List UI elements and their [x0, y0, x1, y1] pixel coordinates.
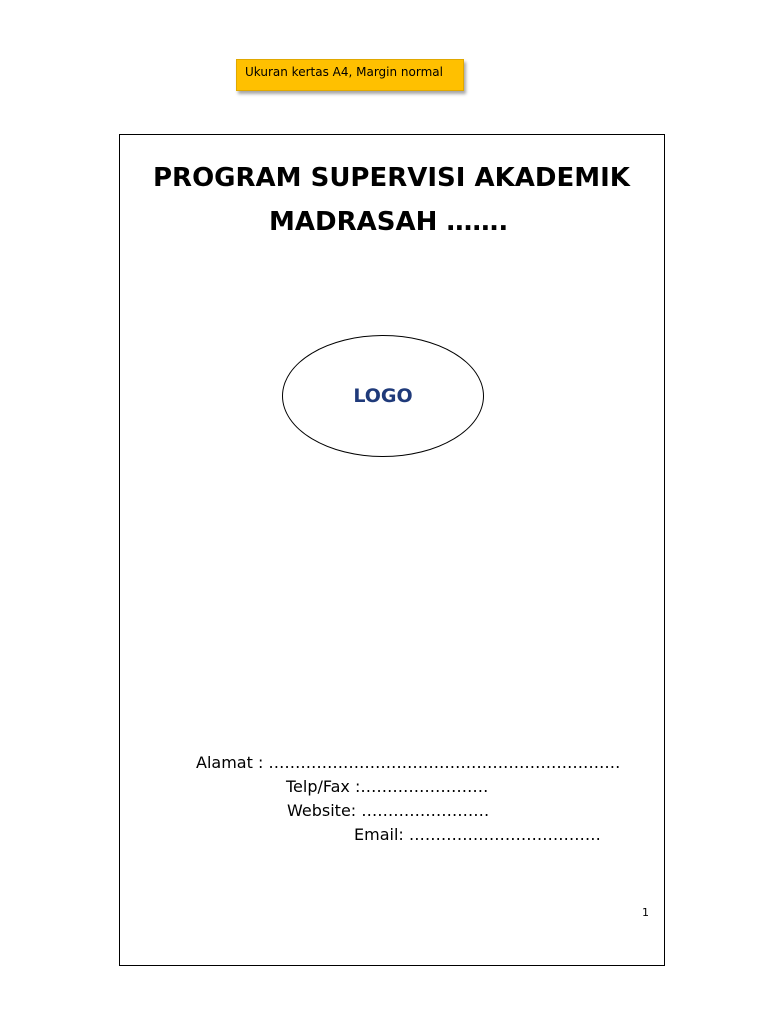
paper-size-note	[236, 59, 464, 91]
cover-title-line-2: MADRASAH …….	[269, 207, 509, 237]
address-line: Alamat : …………………………………………………………	[196, 753, 621, 772]
cover-title-line-1: PROGRAM SUPERVISI AKADEMIK	[153, 163, 630, 193]
cover-frame	[119, 134, 665, 966]
logo-placeholder	[282, 335, 484, 457]
page-number: 1	[642, 906, 649, 919]
email-line: Email: ………………………………	[354, 825, 601, 844]
paper-size-note-text: Ukuran kertas A4, Margin normal	[245, 65, 443, 79]
telp-fax-line: Telp/Fax :……………………	[286, 777, 489, 796]
logo-placeholder-text: LOGO	[353, 385, 413, 407]
website-line: Website: ……………………	[287, 801, 490, 820]
